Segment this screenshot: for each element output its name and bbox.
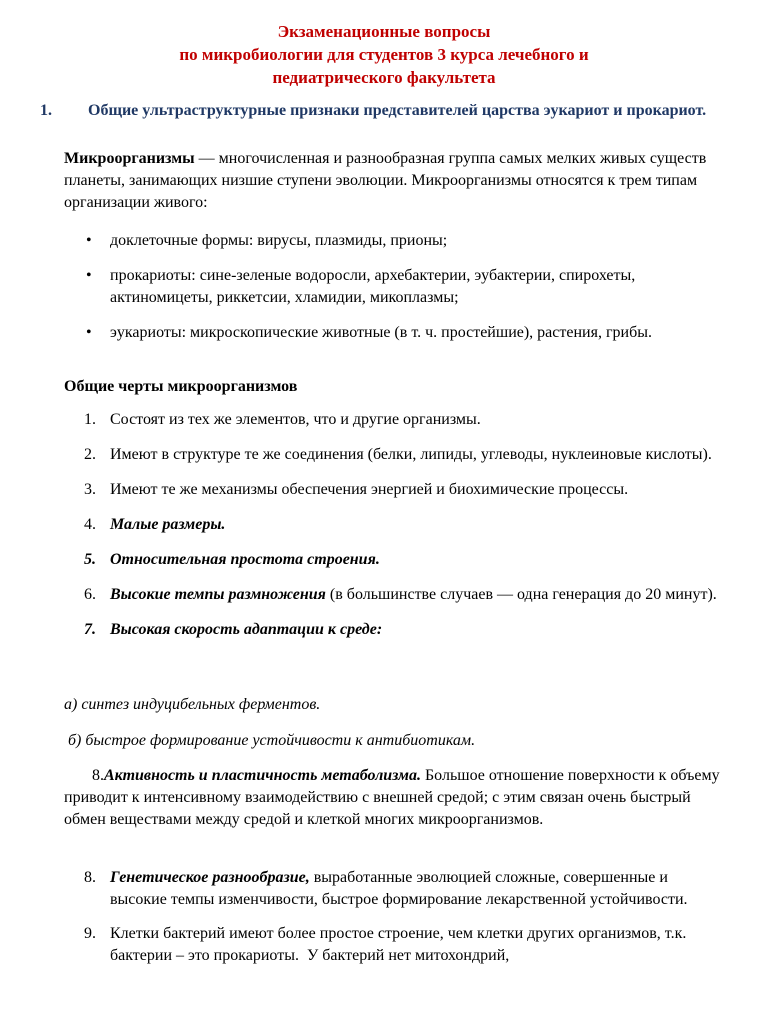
list-item <box>64 867 724 911</box>
list-item <box>64 514 724 536</box>
features-list <box>64 409 724 654</box>
list-item <box>64 322 724 344</box>
bullet-marker: • <box>86 267 92 284</box>
title-line-2: по микробиологии для студентов 3 курса лечебного и <box>179 45 589 64</box>
item-number: 1. <box>84 411 96 428</box>
item-number: 4. <box>84 516 96 533</box>
list-item <box>64 584 724 606</box>
item-bold-text: Относительная простота строения. <box>110 551 380 568</box>
features-heading: Общие черты микроорганизмов <box>64 378 298 395</box>
intro-definition: — многочисленная и разнообразная группа самых мелких живых существ планеты, занимающих низшие ступени эволюции. Микроорганизмы относятся к трем типам организации живого: <box>64 150 707 211</box>
list-item <box>64 230 724 252</box>
intro-term: Микроорганизмы <box>64 150 195 167</box>
item-number: 7. <box>84 621 96 638</box>
item-text: Клетки бактерий имеют более простое строение, чем клетки других организмов, т.к. бактерии – это прокариоты. У бактерий нет митохондрий, <box>110 925 691 964</box>
item-bold-text: Малые размеры. <box>110 516 226 533</box>
list-item <box>64 923 724 967</box>
list-item <box>64 549 724 571</box>
item-number: 2. <box>84 446 96 463</box>
item-number: 8. <box>92 767 104 784</box>
item-number: 3. <box>84 481 96 498</box>
item-bold-text: Высокая скорость адаптации к среде: <box>110 621 383 638</box>
item-bold-text: Генетическое разнообразие, <box>110 869 310 886</box>
list-item-text: доклеточные формы: вирусы, плазмиды, прионы; <box>110 232 448 249</box>
list-item <box>64 619 724 641</box>
list-item <box>64 444 724 466</box>
item-number: 5. <box>84 551 96 568</box>
intro-paragraph <box>64 148 724 214</box>
item-bold-text: Высокие темпы размножения <box>110 586 326 603</box>
features-list-continued <box>64 867 724 979</box>
item-text: Большое отношение поверхности к объему приводит к интенсивному взаимодействию с внешней средой; с этим связан очень быстрый обмен веществами между средой и клеткой многих микроорганизмов. <box>64 767 720 828</box>
item-text: (в большинстве случаев — одна генерация до 20 минут). <box>325 586 717 603</box>
document-title <box>0 20 768 89</box>
item-text: Имеют те же механизмы обеспечения энергией и биохимические процессы. <box>110 481 629 498</box>
list-item <box>64 409 724 431</box>
list-item-text: прокариоты: сине-зеленые водоросли, архебактерии, эубактерии, спирохеты, актиномицеты, риккетсии, хламидии, микоплазмы; <box>110 267 636 306</box>
organization-types-list <box>64 230 724 357</box>
subitem-b: б) быстрое формирование устойчивости к антибиотикам. <box>64 732 476 749</box>
question-1-text: Общие ультраструктурные признаки представителей царства эукариот и прокариот. <box>88 102 707 119</box>
item-text: Имеют в структуре те же соединения (белки, липиды, углеводы, нуклеиновые кислоты). <box>110 446 712 463</box>
title-line-3: педиатрического факультета <box>272 68 496 87</box>
item-bold-text: Активность и пластичность метаболизма. <box>104 767 421 784</box>
metabolism-paragraph <box>64 765 724 831</box>
list-item-text: эукариоты: микроскопические животные (в т. ч. простейшие), растения, грибы. <box>110 324 652 341</box>
subitem-a: а) синтез индуцибельных ферментов. <box>64 696 321 713</box>
question-1-number: 1. <box>40 102 52 119</box>
bullet-marker: • <box>86 232 92 249</box>
item-number: 6. <box>84 586 96 603</box>
item-number: 9. <box>84 925 96 942</box>
item-text: Состоят из тех же элементов, что и другие организмы. <box>110 411 481 428</box>
item-text: выработанные эволюцией сложные, совершенные и высокие темпы изменчивости, быстрое формирование лекарственной устойчивости. <box>110 869 688 908</box>
question-1 <box>40 100 722 122</box>
list-item <box>64 479 724 501</box>
list-item <box>64 265 724 309</box>
adaptation-subitems <box>64 694 475 766</box>
title-line-1: Экзаменационные вопросы <box>277 22 491 41</box>
bullet-marker: • <box>86 324 92 341</box>
item-number: 8. <box>84 869 96 886</box>
